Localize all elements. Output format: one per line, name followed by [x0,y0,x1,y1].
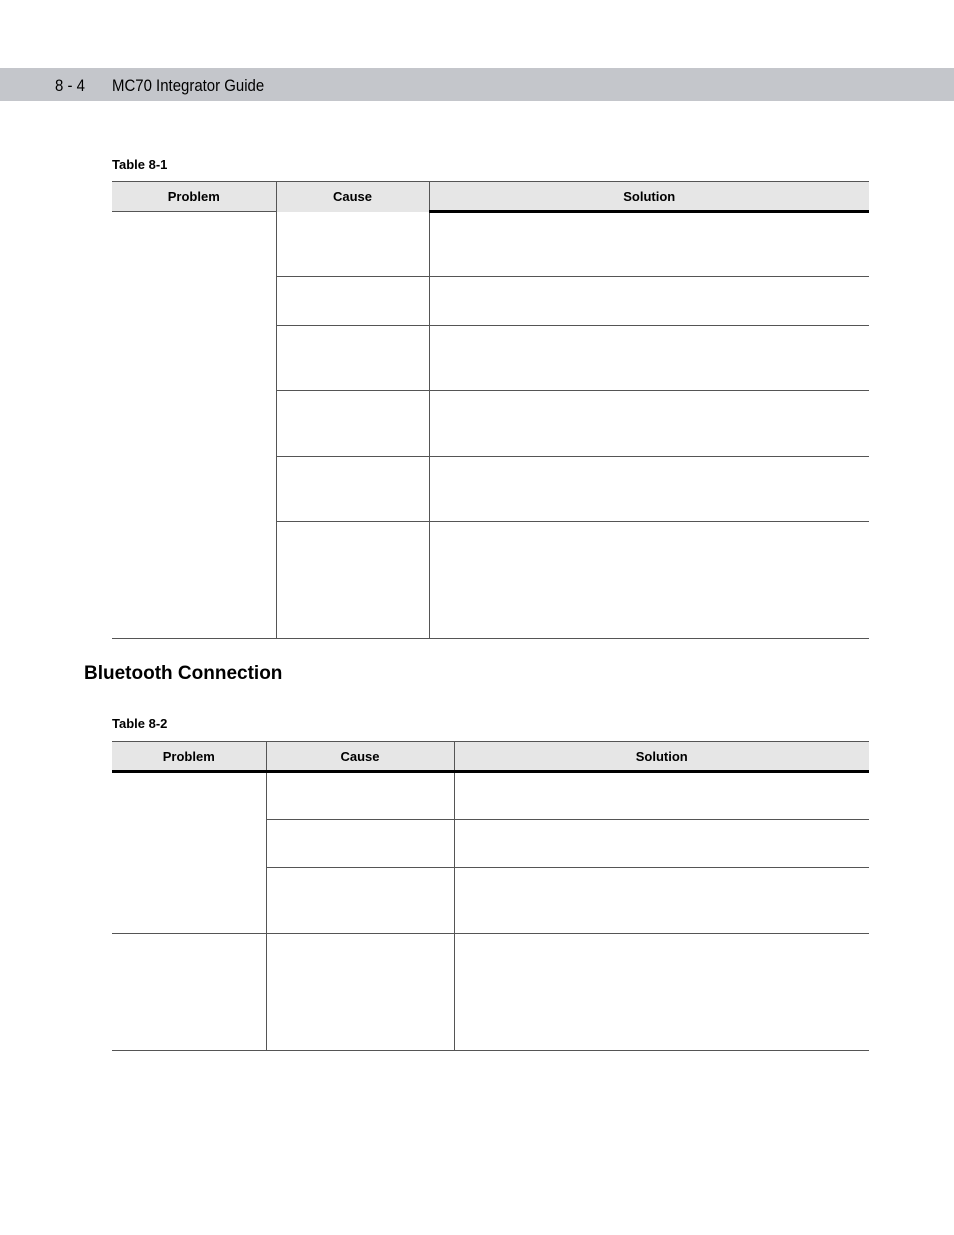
cause-cell [276,391,429,457]
cause-cell [276,212,429,277]
cause-cell [276,326,429,391]
document-title: MC70 Integrator Guide [112,76,265,95]
cause-cell [276,277,429,326]
solution-cell [429,522,869,639]
column-header-solution: Solution [429,182,869,212]
table-row [112,934,869,1051]
solution-cell [429,391,869,457]
table-1-caption: Table 8-1 [112,157,168,172]
cause-cell [266,934,454,1051]
cause-cell [266,772,454,820]
solution-cell [454,772,869,820]
table-header-row [112,742,869,772]
cause-cell [276,522,429,639]
column-header-cause: Cause [266,742,454,772]
solution-cell [429,212,869,277]
solution-cell [454,868,869,934]
cause-cell [276,457,429,522]
table-row [112,772,869,820]
column-header-cause: Cause [276,182,429,212]
table-row [112,212,869,277]
problem-cell [112,212,276,639]
table-header-row [112,182,869,212]
table-2-caption: Table 8-2 [112,716,168,731]
column-header-problem: Problem [112,182,276,212]
solution-cell [454,934,869,1051]
problem-cell [112,772,266,934]
cause-cell [266,820,454,868]
table-8-1 [112,181,869,639]
solution-cell [429,326,869,391]
page-number: 8 - 4 [55,76,85,95]
section-heading: Bluetooth Connection [84,663,283,684]
column-header-solution: Solution [454,742,869,772]
column-header-problem: Problem [112,742,266,772]
table-8-2 [112,741,869,1051]
solution-cell [454,820,869,868]
problem-cell [112,934,266,1051]
solution-cell [429,277,869,326]
cause-cell [266,868,454,934]
solution-cell [429,457,869,522]
